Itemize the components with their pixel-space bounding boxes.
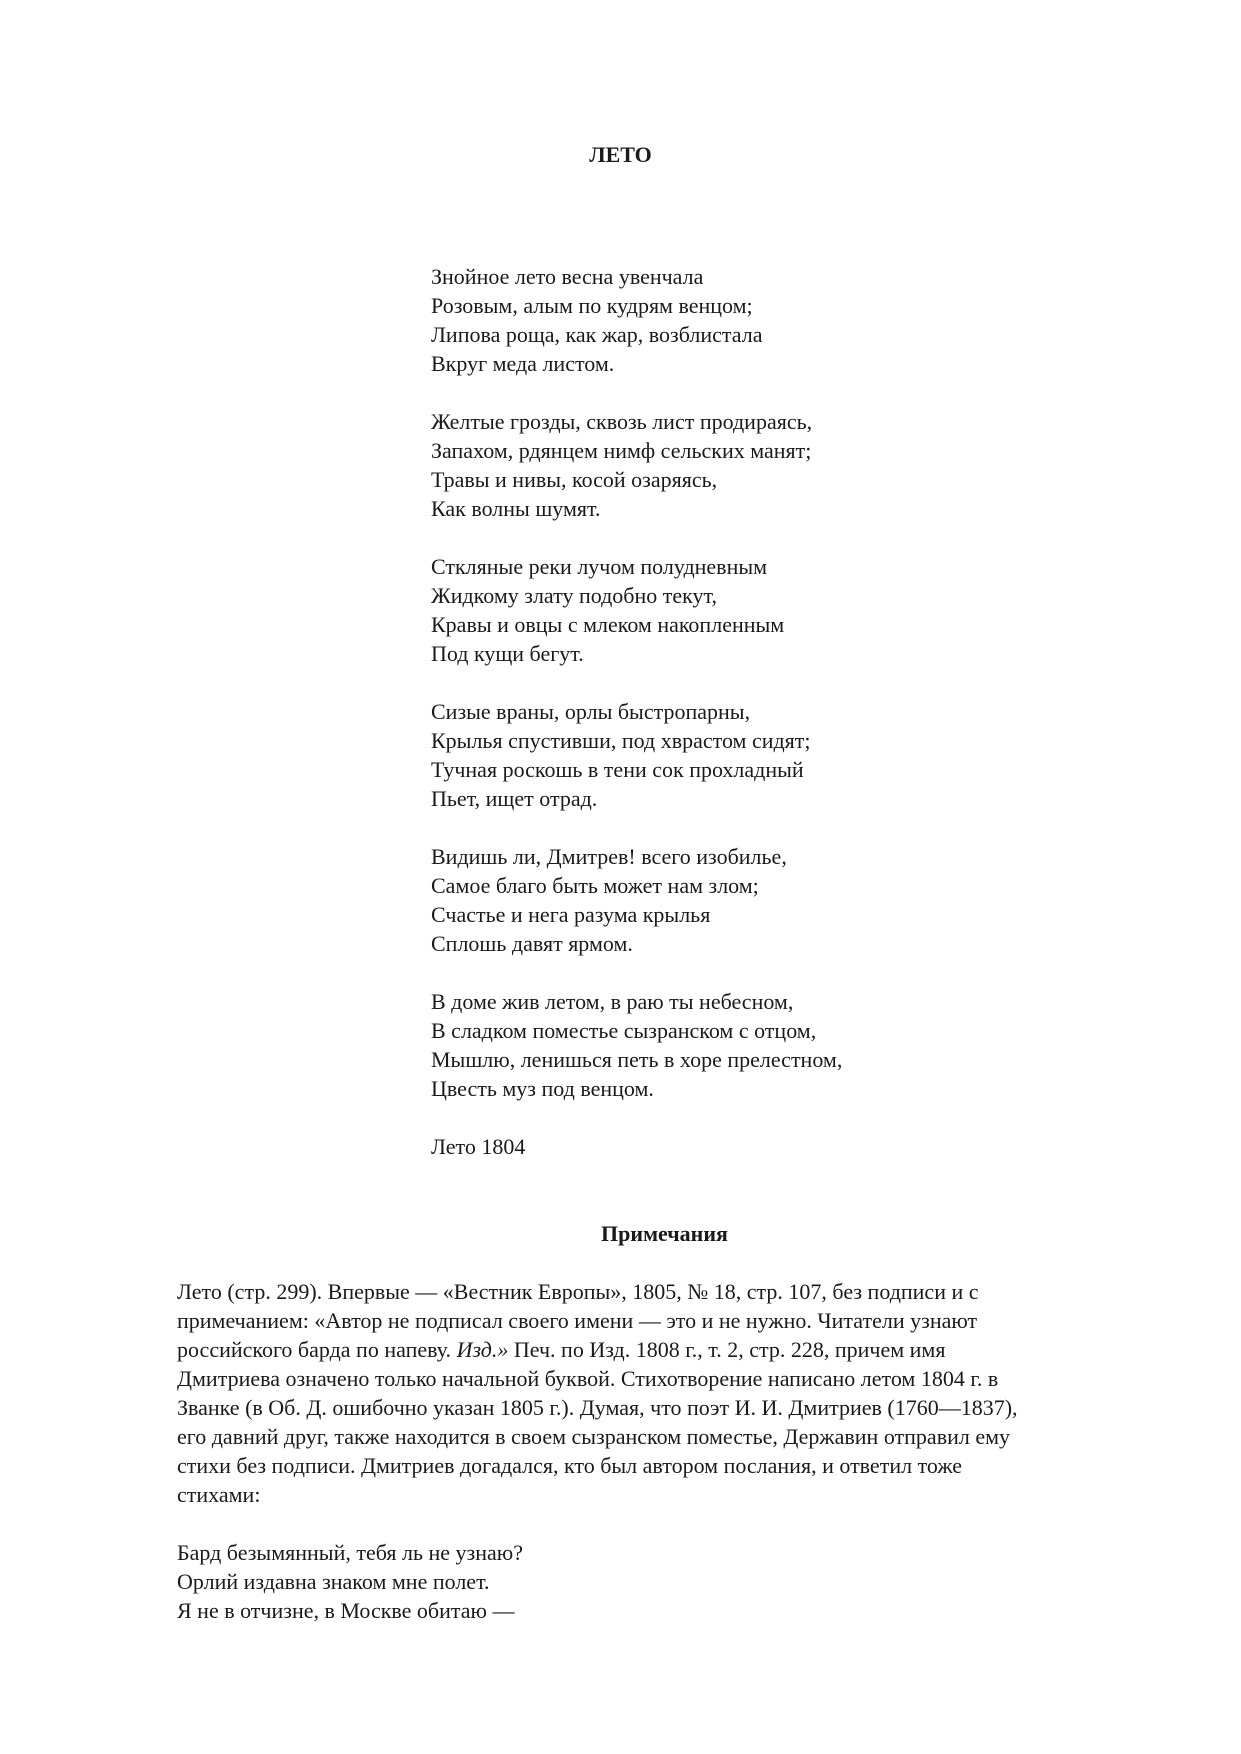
notes-line: Званке (в Об. Д. ошибочно указан 1805 г.). Думая, что поэт И. И. Дмитриев (1760—1837), [177, 1395, 1018, 1420]
notes-paragraph [177, 1277, 1137, 1509]
notes-line: стихи без подписи. Дмитриев догадался, кто был автором послания, и ответил тоже [177, 1453, 963, 1478]
poem-line: Самое благо быть может нам злом; [431, 873, 759, 898]
poem-line: Сткляные реки лучом полудневным [431, 554, 768, 579]
poem-line: Запахом, рдянцем нимф сельских манят; [431, 438, 812, 463]
notes-body [177, 1277, 1137, 1625]
notes-heading: Примечания [601, 1221, 728, 1246]
poem-line: Как волны шумят. [431, 496, 601, 521]
stanza [431, 407, 842, 523]
poem-line: Крылья спустивши, под хврастом сидят; [431, 728, 811, 753]
notes-italic-text: Изд.» [456, 1337, 509, 1362]
poem-title: ЛЕТО [589, 142, 652, 167]
stanza [431, 697, 842, 813]
poem-line: Сизые враны, орлы быстропарны, [431, 699, 751, 724]
poem-line: Желтые грозды, сквозь лист продираясь, [431, 409, 813, 434]
poem-line: Кравы и овцы с млеком накопленным [431, 612, 785, 637]
stanza [431, 552, 842, 668]
poem-line: Тучная роскошь в тени сок прохладный [431, 757, 804, 782]
poem-line: Сплошь давят ярмом. [431, 931, 633, 956]
poem-line: Видишь ли, Дмитрев! всего изобилье, [431, 844, 787, 869]
poem-line: Травы и нивы, косой озаряясь, [431, 467, 718, 492]
reply-line: Я не в отчизне, в Москве обитаю — [177, 1598, 515, 1623]
notes-line: его давний друг, также находится в своем сызранском поместье, Державин отправил ему [177, 1424, 1011, 1449]
poem-line: Пьет, ищет отрад. [431, 786, 598, 811]
notes-text: Печ. по Изд. 1808 г., т. 2, стр. 228, причем имя [513, 1337, 946, 1362]
notes-line: примечанием: «Автор не подписал своего имени — это и не нужно. Читатели узнают [177, 1308, 978, 1333]
poem-line: Счастье и нега разума крылья [431, 902, 711, 927]
poem-line: Цвесть муз под венцом. [431, 1076, 654, 1101]
reply-verse [177, 1538, 1137, 1625]
notes-text: российского барда по напеву. [177, 1337, 452, 1362]
stanza [431, 987, 842, 1103]
stanza [431, 262, 842, 378]
notes-line: Лето (стр. 299). Впервые — «Вестник Европы», 1805, № 18, стр. 107, без подписи и с [177, 1279, 979, 1304]
poem-line: В сладком поместье сызранском с отцом, [431, 1018, 817, 1043]
poem-date: Лето 1804 [431, 1134, 526, 1159]
poem-body [431, 262, 842, 1161]
reply-line: Орлий издавна знаком мне полет. [177, 1569, 490, 1594]
paragraph-gap [177, 1509, 1137, 1538]
reply-line: Бард безымянный, тебя ль не узнаю? [177, 1540, 523, 1565]
notes-line: Дмитриева означено только начальной буквой. Стихотворение написано летом 1804 г. в [177, 1366, 999, 1391]
poem-line: В доме жив летом, в раю ты небесном, [431, 989, 794, 1014]
poem-line: Жидкому злату подобно текут, [431, 583, 717, 608]
poem-line: Знойное лето весна увенчала [431, 264, 704, 289]
poem-line: Мышлю, ленишься петь в хоре прелестном, [431, 1047, 843, 1072]
poem-line: Вкруг меда листом. [431, 351, 615, 376]
poem-line: Розовым, алым по кудрям венцом; [431, 293, 753, 318]
poem-line: Липова роща, как жар, возблистала [431, 322, 763, 347]
notes-line-mixed [177, 1335, 1137, 1364]
notes-line: стихами: [177, 1482, 261, 1507]
stanza [431, 842, 842, 958]
poem-line: Под кущи бегут. [431, 641, 584, 666]
